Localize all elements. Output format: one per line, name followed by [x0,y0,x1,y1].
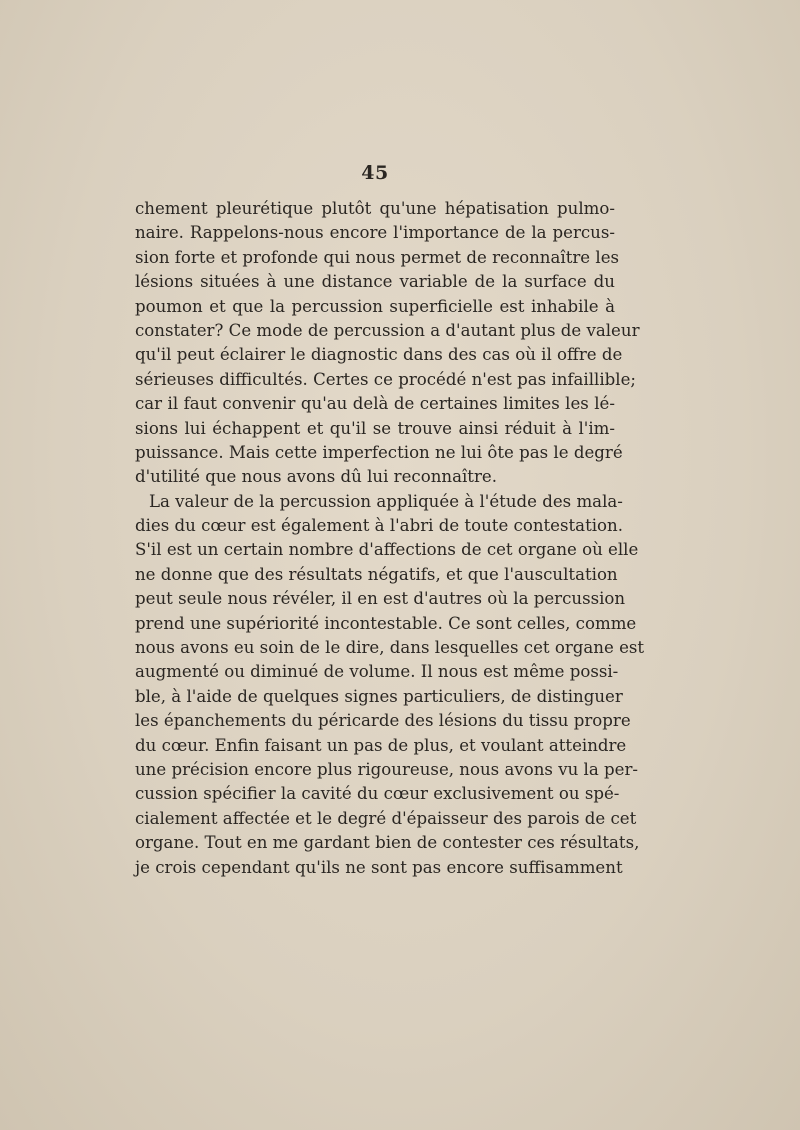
text-line: sérieuses difficultés. Certes ce procédé n'est pas infaillible; [135,369,636,389]
text-line: les épanchements du péricarde des lésions du tissu propre [135,711,631,731]
text-line: prend une supériorité incontestable. Ce sont celles, comme [135,613,637,633]
text-line: ble, à l'aide de quelques signes particuliers, de distinguer [135,686,623,706]
text-line: cialement affectée et le degré d'épaisseur des parois de cet [135,808,637,828]
text-line: naire. Rappelons-nous encore l'importance de la percus- [135,223,615,243]
text-line: chement pleurétique plutôt qu'une hépatisation pulmo- [135,199,615,218]
text-line: dies du cœur est également à l'abri de toute contestation. [135,516,624,536]
text-line: organe. Tout en me gardant bien de contester ces résultats, [135,833,640,853]
text-line: qu'il peut éclairer le diagnostic dans des cas où il offre de [135,345,623,365]
text-line: poumon et que la percussion superficielle est inhabile à [135,296,615,316]
text-line: peut seule nous révéler, il en est d'autres où la percussion [135,589,626,609]
text-line: sion forte et profonde qui nous permet de reconnaître les [135,247,620,267]
text-line: S'il est un certain nombre d'affections de cet organe où elle [135,540,639,560]
text-line: une précision encore plus rigoureuse, nous avons vu la per- [135,759,638,779]
body-text [135,197,645,880]
text-line: constater? Ce mode de percussion a d'autant plus de valeur [135,320,640,340]
page-number: 45 [361,162,389,184]
text-line: du cœur. Enfin faisant un pas de plus, et voulant atteindre [135,735,627,755]
text-line: sions lui échappent et qu'il se trouve ainsi réduit à l'im- [135,418,615,438]
text-line: puissance. Mais cette imperfection ne lui ôte pas le degré [135,442,623,462]
text-line: cussion spécifier la cavité du cœur exclusivement ou spé- [135,784,620,804]
text-line: ne donne que des résultats négatifs, et que l'auscultation [135,564,618,584]
text-line: nous avons eu soin de le dire, dans lesquelles cet organe est [135,638,645,658]
text-line: je crois cependant qu'ils ne sont pas encore suffisamment [135,857,623,877]
text-line: lésions situées à une distance variable de la surface du [135,272,615,292]
paragraph-end-line: d'utilité que nous avons dû lui reconnaître. [135,467,497,487]
text-line: augmenté ou diminué de volume. Il nous est même possi- [135,662,619,682]
text-line: car il faut convenir qu'au delà de certaines limites les lé- [135,394,615,414]
paragraph-start-line: La valeur de la percussion appliquée à l'étude des mala- [149,491,623,511]
